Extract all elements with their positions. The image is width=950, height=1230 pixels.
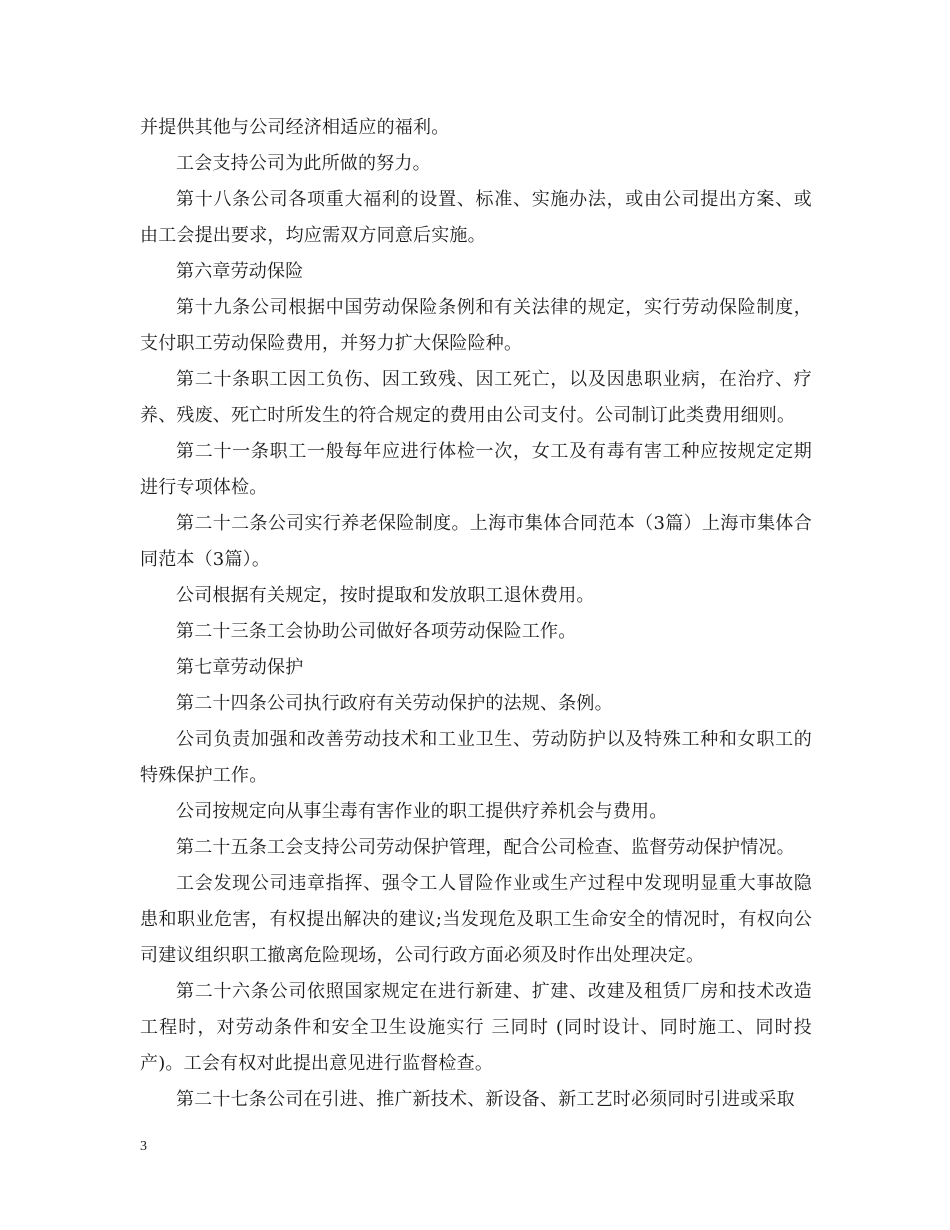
paragraph-article-23: 第二十三条工会协助公司做好各项劳动保险工作。 [176, 621, 577, 642]
paragraph-article-18: 第十八条公司各项重大福利的设置、标准、实施办法，或由公司提出方案、或由工会提出要求，均应需双方同意后实施。 [140, 189, 812, 246]
chapter-heading-7: 第七章劳动保护 [176, 657, 304, 678]
paragraph: 公司根据有关规定，按时提取和发放职工退休费用。 [176, 585, 595, 606]
paragraph: 工会支持公司为此所做的努力。 [176, 153, 431, 174]
paragraph-article-22: 第二十二条公司实行养老保险制度。上海市集体合同范本（3篇）上海市集体合同范本（3篇）。 [140, 513, 812, 570]
paragraph-article-25: 第二十五条工会支持公司劳动保护管理，配合公司检查、监督劳动保护情况。 [176, 837, 795, 858]
paragraph-article-21: 第二十一条职工一般每年应进行体检一次，女工及有毒有害工种应按规定定期进行专项体检。 [140, 441, 812, 498]
page-number: 3 [140, 1139, 147, 1154]
paragraph-continuation: 并提供其他与公司经济相适应的福利。 [140, 117, 450, 138]
paragraph-article-19: 第十九条公司根据中国劳动保险条例和有关法律的规定，实行劳动保险制度，支付职工劳动保险费用，并努力扩大保险险种。 [140, 297, 812, 354]
paragraph: 工会发现公司违章指挥、强令工人冒险作业或生产过程中发现明显重大事故隐患和职业危害，有权提出解决的建议;当发现危及职工生命安全的情况时，有权向公司建议组织职工撤离危险现场，公司行政方面必须及时作出处理决定。 [140, 873, 812, 966]
paragraph-article-26: 第二十六条公司依照国家规定在进行新建、扩建、改建及租赁厂房和技术改造工程时，对劳动条件和安全卫生设施实行 三同时 (同时设计、同时施工、同时投产)。工会有权对此提出意见进行监督检查。 [140, 981, 812, 1074]
paragraph: 公司按规定向从事尘毒有害作业的职工提供疗养机会与费用。 [176, 801, 668, 822]
paragraph-article-24: 第二十四条公司执行政府有关劳动保护的法规、条例。 [176, 693, 613, 714]
document-body [140, 110, 812, 1118]
chapter-heading-6: 第六章劳动保险 [176, 261, 304, 282]
paragraph-article-27: 第二十七条公司在引进、推广新技术、新设备、新工艺时必须同时引进或采取 [176, 1089, 795, 1110]
paragraph: 公司负责加强和改善劳动技术和工业卫生、劳动防护以及特殊工种和女职工的特殊保护工作。 [140, 729, 812, 786]
paragraph-article-20: 第二十条职工因工负伤、因工致残、因工死亡，以及因患职业病，在治疗、疗养、残废、死亡时所发生的符合规定的费用由公司支付。公司制订此类费用细则。 [140, 369, 812, 426]
